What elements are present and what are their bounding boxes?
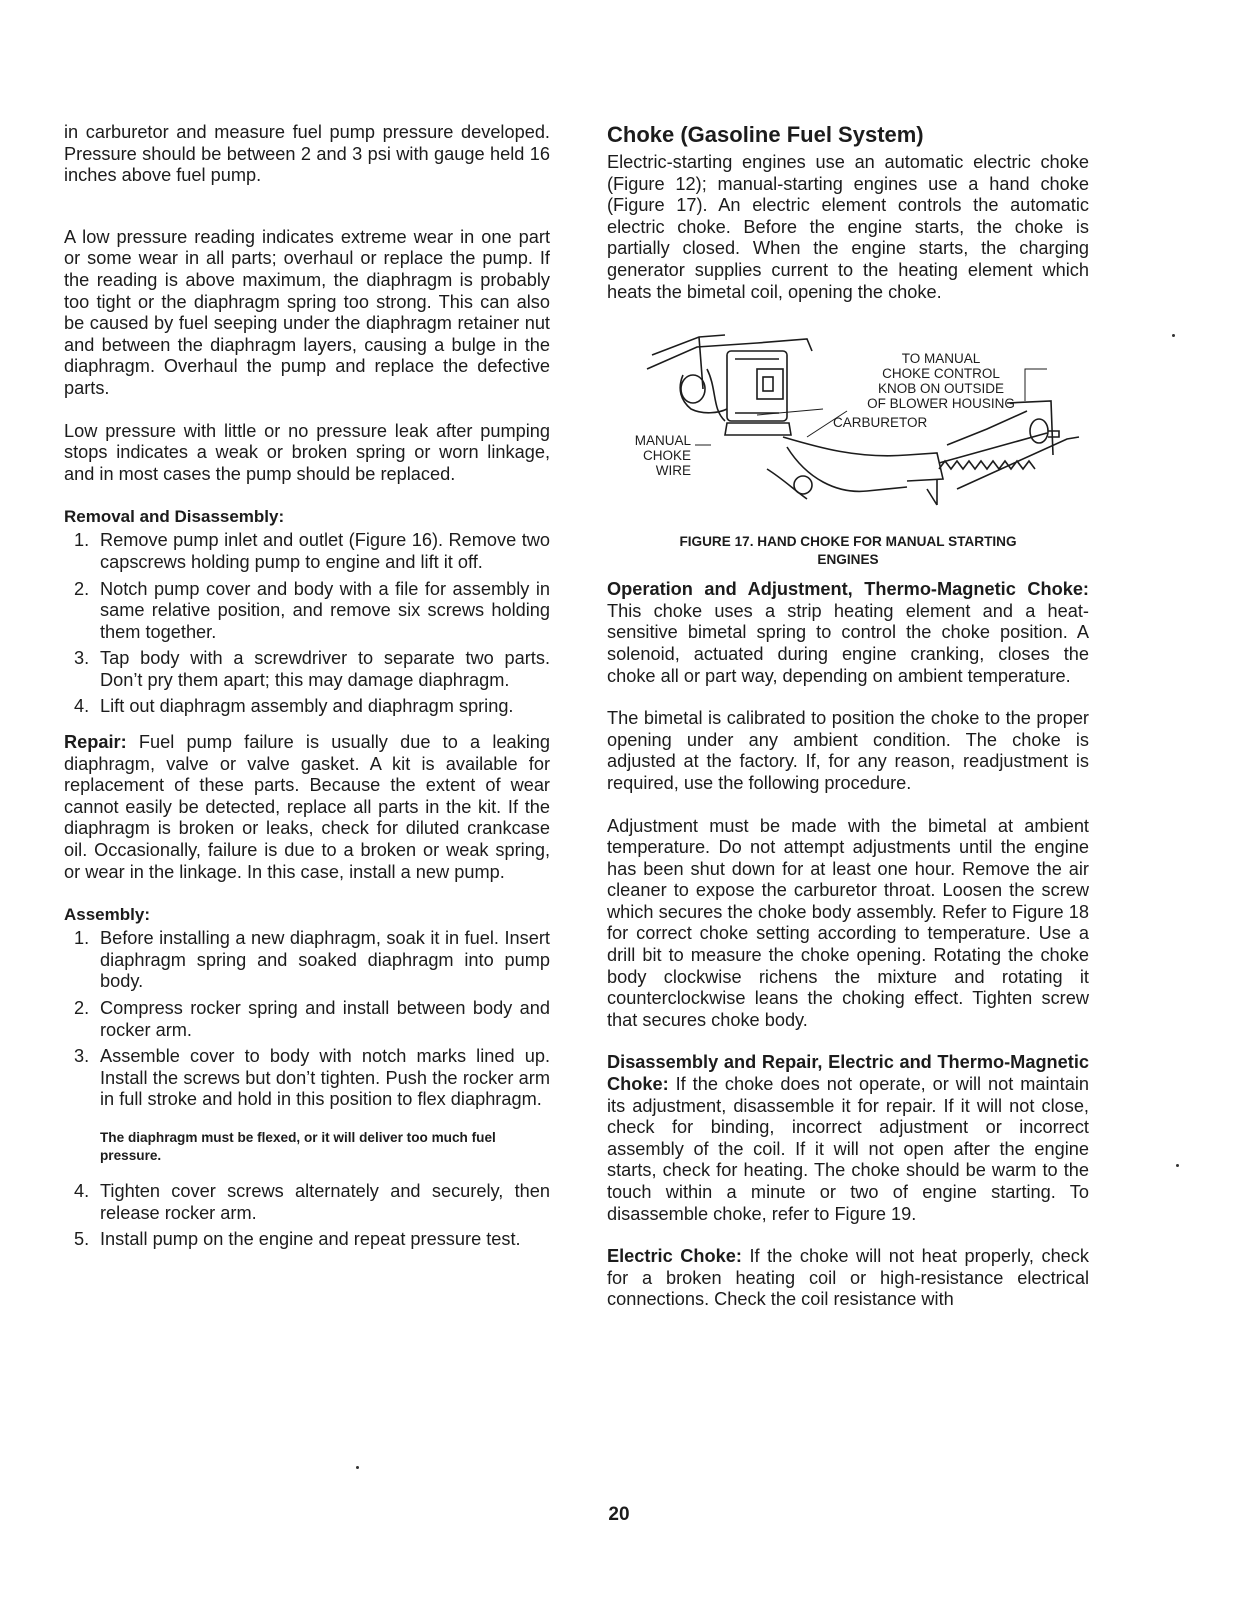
scan-speck: [1172, 334, 1175, 337]
removal-steps-list: [64, 530, 550, 718]
paragraph-choke-intro: Electric-starting engines use an automatic electric choke (Figure 12); manual-starting engines use a hand choke (Figure 17). An electric element controls the automatic electric choke. Before the engine starts, the choke is partially closed. When the engine starts, the charging generator supplies current to the heating element which heats the bimetal coil, opening the choke.: [607, 152, 1089, 302]
heading-removal-disassembly: Removal and Disassembly:: [64, 507, 285, 527]
page-number: 20: [608, 1504, 630, 1525]
figure-17-hand-choke: [607, 329, 1089, 509]
callout-carburetor: CARBURETOR: [833, 415, 928, 431]
heading-assembly: Assembly:: [64, 905, 150, 925]
paragraph-bimetal: The bimetal is calibrated to position the choke to the proper opening under any ambient condition. The choke is adjusted at the factory. If, for any reason, readjustment is required, use the following procedure.: [607, 708, 1089, 793]
scan-speck: [1176, 1164, 1179, 1167]
figure-17-caption: FIGURE 17. HAND CHOKE FOR MANUAL STARTING ENGINES: [679, 534, 1017, 568]
left-column: [64, 122, 550, 1256]
removal-step: 4. Lift out diaphragm assembly and diaphragm spring.: [74, 696, 514, 717]
note-diaphragm-flexed: The diaphragm must be flexed, or it will deliver too much fuel pressure.: [100, 1129, 496, 1163]
right-column: [607, 122, 1089, 1311]
assembly-step: 5. Install pump on the engine and repeat pressure test.: [74, 1229, 521, 1250]
repair-label: Repair:: [64, 732, 127, 753]
scan-speck: [356, 1466, 359, 1469]
paragraph-disassembly-repair: Disassembly and Repair, Electric and Thermo-Magnetic Choke: If the choke does not operate, or will not maintain its adjustment, disassemble it for repair. If it will not close, check for binding, incorrect adjustment or incorrect assembly of the coil. If it will not open after the engine starts, check for heating. The choke should be warm to the touch within a minute or two of engine starting. To disassemble choke, refer to Figure 19.: [607, 1052, 1089, 1224]
disassembly-label: Disassembly and Repair, Electric and Thermo-Magnetic Choke:: [607, 1052, 1089, 1095]
removal-step: 3. Tap body with a screwdriver to separate two parts. Don’t pry them apart; this may damage diaphragm.: [74, 648, 550, 690]
operation-label: Operation and Adjustment, Thermo-Magnetic Choke:: [607, 579, 1089, 600]
assembly-step: 4. Tighten cover screws alternately and securely, then release rocker arm.: [74, 1180, 550, 1223]
callout-manual-choke-control: TO MANUAL CHOKE CONTROL KNOB ON OUTSIDE OF BLOWER HOUSING: [867, 351, 1015, 412]
assembly-step: 3. Assemble cover to body with notch marks lined up. Install the screws but don’t tighten. Push the rocker arm in full stroke and hold in this position to flex diaphragm.: [74, 1046, 550, 1110]
paragraph-electric-choke: Electric Choke: If the choke will not heat properly, check for a broken heating coil or high-resistance electrical connections. Check the coil resistance with: [607, 1246, 1089, 1310]
paragraph-low-pressure-reading: A low pressure reading indicates extreme wear in one part or some wear in all parts; overhaul or replace the pump. If the reading is above maximum, the diaphragm is probably too tight or the diaphragm spring too strong. This can also be caused by fuel seeping under the diaphragm retainer nut and between the diaphragm layers, causing a bulge in the diaphragm. Overhaul the pump and replace the defective parts.: [64, 226, 550, 398]
callout-manual-choke-wire: MANUAL CHOKE WIRE: [634, 433, 691, 479]
paragraph-adjustment: Adjustment must be made with the bimetal at ambient temperature. Do not attempt adjustments until the engine has been shut down for at least one hour. Remove the air cleaner to expose the carburetor throat. Loosen the screw which secures the choke body assembly. Refer to Figure 18 for correct choke setting according to temperature. Use a drill bit to measure the choke opening. Rotating the choke body clockwise richens the mixture and rotating it counterclockwise leans the choking effect. Tighten screw that secures choke body.: [607, 815, 1089, 1030]
assembly-steps-list: [64, 928, 550, 1111]
paragraph-pressure-test: in carburetor and measure fuel pump pressure developed. Pressure should be between 2 and 3 psi with gauge held 16 inches above fuel pump.: [64, 122, 550, 186]
paragraph-operation-adjustment: Operation and Adjustment, Thermo-Magnetic Choke: This choke uses a strip heating element and a heat-sensitive bimetal spring to control the choke position. A solenoid, actuated during engine cranking, closes the choke all or part way, depending on ambient temperature.: [607, 579, 1089, 686]
assembly-step: 1. Before installing a new diaphragm, soak it in fuel. Insert diaphragm spring and soaked diaphragm into pump body.: [74, 928, 550, 992]
electric-choke-label: Electric Choke:: [607, 1246, 742, 1267]
paragraph-little-pressure-leak: Low pressure with little or no pressure leak after pumping stops indicates a weak or broken spring or worn linkage, and in most cases the pump should be replaced.: [64, 420, 550, 484]
removal-step: 1. Remove pump inlet and outlet (Figure 16). Remove two capscrews holding pump to engine and lift it off.: [74, 530, 550, 572]
assembly-steps-list-continued: [64, 1181, 550, 1251]
paragraph-repair: Repair: Fuel pump failure is usually due to a leaking diaphragm, valve or valve gasket. A kit is available for replacement of these parts. Because the extent of wear cannot easily be detected, replace all parts in the kit. If the diaphragm is broken or leaks, check for diluted crankcase oil. Occasionally, failure is due to a broken or weak spring, or wear in the linkage. In this case, install a new pump.: [64, 732, 550, 882]
removal-step: 2. Notch pump cover and body with a file for assembly in same relative position, and remove six screws holding them together.: [74, 578, 550, 642]
heading-choke: Choke (Gasoline Fuel System): [607, 122, 924, 147]
assembly-step: 2. Compress rocker spring and install between body and rocker arm.: [74, 998, 550, 1040]
